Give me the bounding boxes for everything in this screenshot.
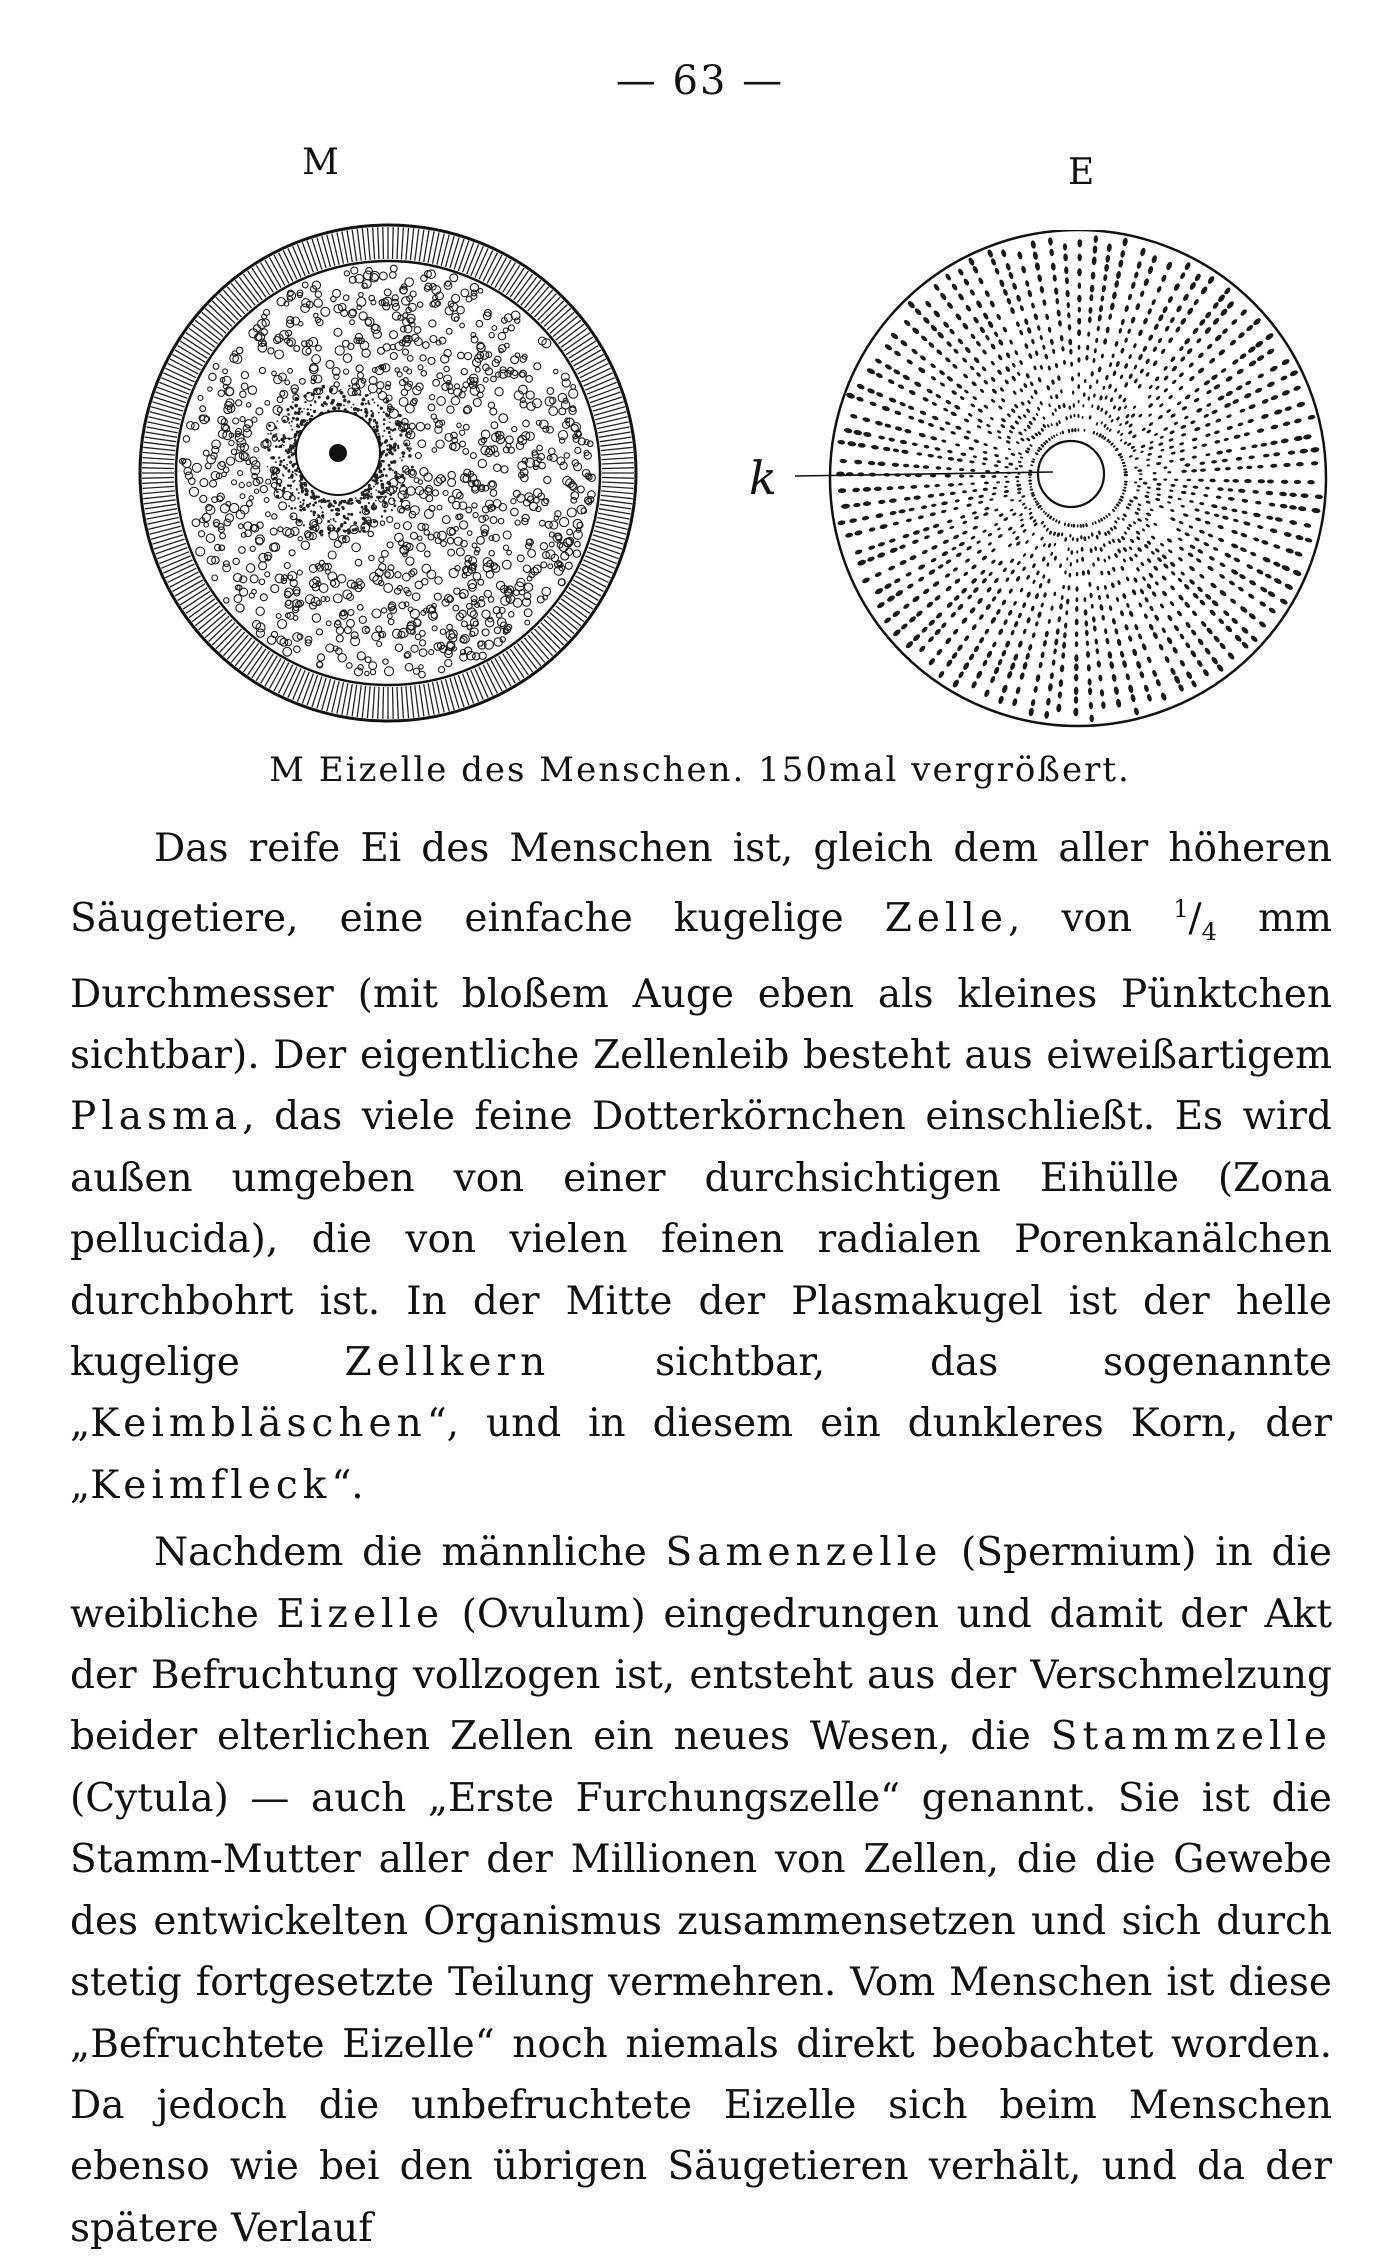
- spaced-term: Stammzelle: [1050, 1714, 1332, 1760]
- paragraph-2: [70, 1522, 1332, 2259]
- nucleus: [1038, 441, 1104, 507]
- text-run: (Cytula) — auch „Erste Furchungszelle“ genannt. Sie ist die Stamm-Mutter aller der Millionen von Zellen, die die Gewebe des entwickelten Organismus zusammensetzen und sich durch stetig fortgesetzte Teilung vermehren. Vom Menschen ist diese „Befruchtete Eizelle“ noch niemals direkt beobachtet worden. Da jedoch die unbefruchtete Eizelle sich beim Menschen ebenso wie bei den übrigen Säugetieren verhält, und da der spätere Verlauf: [70, 1775, 1332, 2251]
- marker-label: k: [749, 451, 777, 505]
- figure-e-label: E: [1068, 152, 1095, 193]
- zona-pellucida-ring: [140, 225, 636, 721]
- text-run: Nachdem die männliche: [154, 1530, 666, 1576]
- fraction-denominator: 4: [1201, 918, 1217, 947]
- mammal-egg-cell-illustration: [735, 230, 1335, 730]
- figure-m-label: M: [302, 142, 339, 183]
- body-text: [70, 818, 1332, 2259]
- text-run: (Ovulum) eingedrungen und damit der Akt der Befruchtung vollzogen ist, entsteht aus der Verschmelzung beider elterlichen Zellen ein neues Wesen, die: [70, 1591, 1332, 1760]
- spaced-term: Samenzelle: [665, 1530, 943, 1576]
- spaced-term: Eizelle: [276, 1591, 445, 1637]
- text-run: , das viele feine Dotterkörnchen einschließt. Es wird außen umgeben von einer durchsichtigen Eihülle (Zona pellucida), die von vielen feinen radialen Porenkanälchen durchbohrt ist. In der Mitte der Plasmakugel ist der helle kugelige: [70, 1094, 1332, 1386]
- spaced-term: Keimfleck: [90, 1462, 332, 1508]
- text-run: “, und in diesem ein dunkleres Korn, der „: [70, 1401, 1332, 1508]
- spaced-term: Zellkern: [344, 1340, 551, 1386]
- human-egg-cell-illustration: [120, 215, 660, 735]
- spaced-term: Keimbläschen: [90, 1401, 427, 1447]
- germinal-spot: [329, 444, 347, 462]
- spaced-term: Zelle: [884, 896, 1008, 942]
- text-run: , von: [1008, 896, 1174, 942]
- text-run: mm Durchmesser (mit bloßem Auge eben als kleines Pünktchen sichtbar). Der eigentliche Zellenleib besteht aus eiweißartigem: [70, 896, 1332, 1079]
- text-run: sichtbar, das sogenannte „: [70, 1340, 1332, 1447]
- text-run: “.: [331, 1462, 364, 1508]
- paragraph-1: [70, 818, 1332, 1516]
- fraction-numerator: 1: [1173, 895, 1189, 924]
- page-number: — 63 —: [615, 58, 785, 104]
- spaced-term: Plasma: [70, 1094, 243, 1140]
- figure-caption: M Eizelle des Menschen. 150mal vergrößert.: [269, 750, 1131, 790]
- text-run: Das reife Ei des Menschen ist, gleich dem aller höheren Säugetiere, eine einfache kugelige: [70, 826, 1332, 942]
- fraction: $^1/_4$: [1173, 895, 1217, 947]
- text-run: (Spermium) in die weibliche: [70, 1530, 1332, 1637]
